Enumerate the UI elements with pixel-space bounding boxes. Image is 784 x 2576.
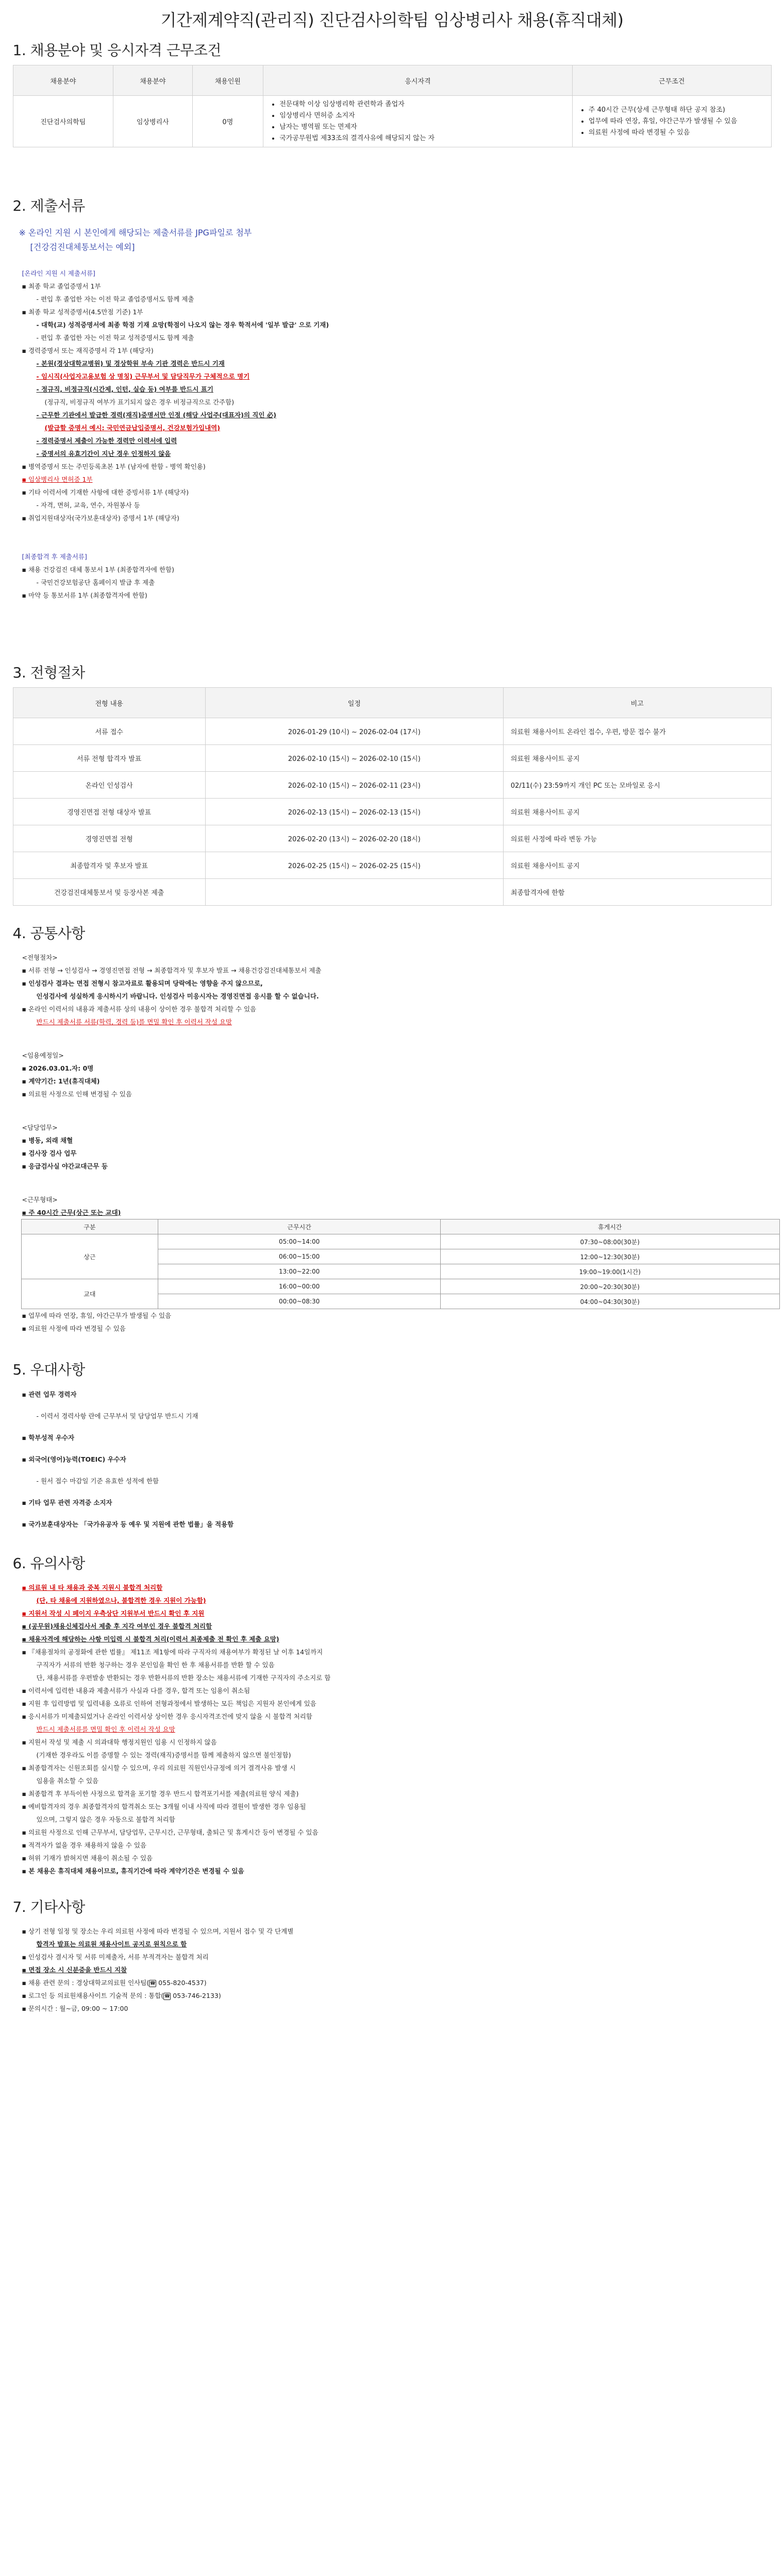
doc-line: - 편입 후 졸업한 자는 이전 학교 성적증명서도 함께 제출 xyxy=(36,334,194,342)
caution-line: ▪ 예비합격자의 경우 최종합격자의 합격취소 또는 3개월 이내 사직에 따라 결원이 발생한 경우 임용될 xyxy=(22,1803,306,1810)
common-line: ▪ 인성검사 결과는 면접 전형시 참고자료로 활용되며 당락에는 영향을 주지 않으므로, xyxy=(22,979,263,987)
cell-qualifications xyxy=(263,96,573,147)
final-doc-line: - 국민건강보험공단 홈페이지 발급 후 제출 xyxy=(36,579,155,586)
schedule-cell xyxy=(205,879,503,906)
cell-conditions xyxy=(572,96,771,147)
note-cell: 의료원 채용사이트 공지 xyxy=(503,852,771,879)
job-posting-page xyxy=(7,0,778,2015)
etc-line: ▪ 로그인 등 의료원채용사이트 기술적 문의 : 통합(☎ 053-746-2133) xyxy=(22,1992,221,1999)
doc-line: - 경력증명서 제출이 가능한 경력만 이력서에 입력 xyxy=(36,437,177,445)
schedule-cell: 2026-02-25 (15시) ~ 2026-02-25 (15시) xyxy=(205,852,503,879)
break-hours-cell: 07:30~08:00(30분) xyxy=(440,1234,779,1249)
preference-line: ▪ 기타 업무 관련 자격증 소지자 xyxy=(22,1499,112,1506)
schedule-cell: 2026-02-10 (15시) ~ 2026-02-11 (23시) xyxy=(205,772,503,799)
cell-job: 임상병리사 xyxy=(113,96,192,147)
shift-hours-cell: 16:00~00:00 xyxy=(158,1279,441,1294)
qualification-item: • 국가공무원법 제33조의 결격사유에 해당되지 않는 자 xyxy=(279,133,572,144)
appointment-line: ▪ 계약기간: 1년(휴직대체) xyxy=(22,1077,100,1085)
caution-line: ▪ 적격자가 없을 경우 채용하지 않을 수 있음 xyxy=(22,1841,147,1849)
caution-line: (기재한 경우라도 이를 증명할 수 있는 경력(재직)증명서를 함께 제출하지 않으면 불인정함) xyxy=(36,1751,291,1759)
doc-line: - 임시직(사업자고용보험 상 명칭) 근무부서 및 담당직무가 구체적으로 명기 xyxy=(36,372,250,380)
etc-line: ▪ 채용 관련 문의 : 경상대학교의료원 인사팀(☎ 055-820-4537) xyxy=(22,1979,207,1987)
shift-hours-cell: 06:00~15:00 xyxy=(158,1249,441,1264)
shift-title: <근무형태> xyxy=(22,1196,58,1204)
online-documents-list xyxy=(13,267,772,602)
break-hours-cell: 20:00~20:30(30분) xyxy=(440,1279,779,1294)
caution-line: ▪ 최종합격자는 신원조회를 실시할 수 있으며, 우리 의료원 직원인사규정에 의거 결격사유 발생 시 xyxy=(22,1764,296,1772)
etc-line: ▪ 상기 전형 일정 및 장소는 우리 의료원 사정에 따라 변경될 수 있으며, 지원서 접수 및 각 단계별 xyxy=(22,1927,294,1935)
final-doc-line: ▪ 마약 등 통보서류 1부 (최종합격자에 한함) xyxy=(22,591,147,599)
common-line: 인성검사에 성실하게 응시하시기 바랍니다. 인성검사 미응시자는 경영진면접 응시를 할 수 없습니다. xyxy=(36,992,319,1000)
doc-line: - 편입 후 졸업한 자는 이전 학교 졸업증명서도 함께 제출 xyxy=(36,295,194,303)
caution-line: ▪ 지원서 작성 및 제출 시 의과대학 행정지원인 임용 시 인정하지 않음 xyxy=(22,1738,217,1746)
doc-line: - 증명서의 유효기간이 지난 경우 인정하지 않음 xyxy=(36,450,171,457)
doc-line: ▪ 취업지원대상자(국가보훈대상자) 증명서 1부 (해당자) xyxy=(22,514,179,522)
doc-line: - 근무한 기관에서 발급한 경력(재직)증명서만 인정 (해당 사업주(대표자)의 직인 必) xyxy=(36,411,276,419)
preference-line: ▪ 학부성적 우수자 xyxy=(22,1434,75,1442)
step-cell: 경영진면접 전형 대상자 발표 xyxy=(13,799,205,825)
doc-line: ▪ 경력증명서 또는 재직증명서 각 1부 (해당자) xyxy=(22,347,154,354)
doc-line: - 자격, 면허, 교육, 연수, 자원봉사 등 xyxy=(36,501,140,509)
caution-line: 임용을 취소할 수 있음 xyxy=(36,1777,99,1785)
table-row xyxy=(13,799,771,825)
appointment-title: <임용예정일> xyxy=(22,1052,64,1059)
caution-line: ▪ 본 채용은 휴직대체 채용이므로, 휴직기간에 따라 계약기간은 변경될 수 있음 xyxy=(22,1867,244,1875)
process-table xyxy=(13,687,772,906)
shift-type-cell: 상근 xyxy=(21,1234,158,1279)
common-line: 반드시 제출서류 서류(학력, 경력 등)를 면밀 확인 후 이력서 작성 요망 xyxy=(36,1018,232,1026)
upload-notice-exception: [건강검진대체통보서는 예외] xyxy=(30,242,135,252)
header-shift-hours: 근무시간 xyxy=(158,1219,441,1234)
doc-line: ▪ 기타 이력서에 기재한 사항에 대한 증빙서류 1부 (해당자) xyxy=(22,488,189,496)
step-cell: 서류 접수 xyxy=(13,718,205,745)
caution-line: ▪ (공무원)채용신체검사서 제출 후 지각 여부인 경우 불합격 처리함 xyxy=(22,1622,212,1630)
etc-list xyxy=(13,1925,772,2015)
step-cell: 서류 전형 합격자 발표 xyxy=(13,745,205,772)
step-cell: 경영진면접 전형 xyxy=(13,825,205,852)
table-row xyxy=(13,825,771,852)
process-title: <전형절차> xyxy=(22,954,58,961)
preference-line: ▪ 관련 업무 경력자 xyxy=(22,1391,77,1398)
section-heading-cautions: 6. 유의사항 xyxy=(12,1555,85,1572)
section-heading-recruitment: 1. 채용분야 및 응시자격 근무조건 xyxy=(12,42,221,59)
break-hours-cell: 19:00~19:00(1시간) xyxy=(440,1264,779,1279)
header-conditions: 근무조건 xyxy=(572,65,771,96)
schedule-cell: 2026-02-13 (15시) ~ 2026-02-13 (15시) xyxy=(205,799,503,825)
preference-line: ▪ 국가보훈대상자는 「국가유공자 등 예우 및 지원에 관한 법률」을 적용함 xyxy=(22,1520,234,1528)
table-row xyxy=(13,772,771,799)
preference-line: - 원서 접수 마감일 기준 유효한 성적에 한함 xyxy=(36,1477,159,1485)
header-schedule: 일정 xyxy=(205,688,503,718)
shift-hours-cell: 05:00~14:00 xyxy=(158,1234,441,1249)
shift-hours-cell: 13:00~22:00 xyxy=(158,1264,441,1279)
phone-icon: ☎ xyxy=(149,1980,156,1986)
upload-notice xyxy=(13,226,772,255)
doc-line: ▪ 병역증명서 또는 주민등록초본 1부 (남자에 한함 - 병역 확인용) xyxy=(22,463,206,470)
caution-line: ▪ 허위 기재가 밝혀지면 채용이 취소될 수 있음 xyxy=(22,1854,153,1862)
etc-line: ▪ 문의시간 : 월~금, 09:00 ~ 17:00 xyxy=(22,2005,128,2012)
note-cell: 의료원 채용사이트 공지 xyxy=(503,745,771,772)
header-job: 채용분야 xyxy=(113,65,192,96)
condition-item: • 의료원 사정에 따라 변경될 수 있음 xyxy=(589,127,771,139)
final-doc-line: ▪ 채용 건강검진 대체 통보서 1부 (최종합격자에 한함) xyxy=(22,566,174,573)
header-step: 전형 내용 xyxy=(13,688,205,718)
shift-line: ▪ 주 40시간 근무(상근 또는 교대) xyxy=(22,1209,121,1216)
break-hours-cell: 12:00~12:30(30분) xyxy=(440,1249,779,1264)
section-heading-common: 4. 공통사항 xyxy=(12,925,85,942)
duties-title: <담당업무> xyxy=(22,1124,58,1131)
phone-icon: ☎ xyxy=(164,1993,170,1999)
shift-type-cell: 교대 xyxy=(21,1279,158,1309)
doc-line: (정규직, 비정규직 여부가 표기되지 않은 경우 비정규직으로 간주함) xyxy=(44,398,235,406)
caution-line: 반드시 제출서류를 면밀 확인 후 이력서 작성 요망 xyxy=(36,1725,175,1733)
shift-note: ▪ 업무에 따라 연장, 휴일, 야간근무가 발생될 수 있음 xyxy=(22,1312,172,1319)
note-cell: 최종합격자에 한함 xyxy=(503,879,771,906)
recruitment-table xyxy=(13,65,772,147)
tech-contact-phone: 053-746-2133 xyxy=(173,1992,219,1999)
page-title: 기간제계약직(관리직) 진단검사의학팀 임상병리사 채용(휴직대체) xyxy=(160,10,624,30)
appointment-line: ▪ 2026.03.01.자: 0명 xyxy=(22,1064,94,1072)
etc-line: ▪ 인성검사 결시자 및 서류 미제출자, 서류 부적격자는 불합격 처리 xyxy=(22,1953,209,1961)
note-cell: 02/11(수) 23:59까지 개인 PC 또는 모바일로 응시 xyxy=(503,772,771,799)
note-cell: 의료원 사정에 따라 변동 가능 xyxy=(503,825,771,852)
preferences-list xyxy=(13,1387,772,1532)
qualification-item: • 임상병리사 면허증 소지자 xyxy=(279,110,572,122)
caution-line: ▪ 최종합격 후 부득이한 사정으로 합격을 포기할 경우 반드시 합격포기서를 제출(의료원 양식 제출) xyxy=(22,1790,299,1798)
caution-line: ▪ 채용자격에 해당하는 사항 미입력 시 불합격 처리(이력서 최종제출 전 확인 후 제출 요망) xyxy=(22,1635,279,1643)
qualification-item: • 전문대학 이상 임상병리학 관련학과 졸업자 xyxy=(279,99,572,110)
preference-line: - 이력서 경력사항 란에 근무부서 및 담당업무 반드시 기재 xyxy=(36,1412,198,1420)
online-documents-title: [온라인 지원 시 제출서류] xyxy=(22,269,95,277)
header-qualification: 응시자격 xyxy=(263,65,573,96)
etc-line: 합격자 발표는 의료원 채용사이트 공지로 원칙으로 함 xyxy=(36,1940,187,1948)
section-heading-etc: 7. 기타사항 xyxy=(12,1899,85,1916)
header-dept: 채용분야 xyxy=(13,65,113,96)
header-count: 채용인원 xyxy=(192,65,263,96)
break-hours-cell: 04:00~04:30(30분) xyxy=(440,1294,779,1309)
step-cell: 최종합격자 및 후보자 발표 xyxy=(13,852,205,879)
caution-line: ▪ 응시서류가 미제출되었거나 온라인 이력서상 상이한 경우 응시자격조건에 맞지 않을 시 불합격 처리함 xyxy=(22,1713,312,1720)
condition-item: • 주 40시간 근무(상세 근무형태 하단 공지 참조) xyxy=(589,105,771,116)
schedule-cell: 2026-01-29 (10시) ~ 2026-02-04 (17시) xyxy=(205,718,503,745)
table-row xyxy=(21,1234,779,1249)
cell-dept: 진단검사의학팀 xyxy=(13,96,113,147)
cell-count: 0명 xyxy=(192,96,263,147)
caution-line: ▪ 지원 후 입력방법 및 입력내용 오류로 인하여 전형과정에서 발생하는 모든 책임은 지원자 본인에게 있음 xyxy=(22,1700,316,1707)
step-cell: 건강검진대체통보서 및 등장사본 제출 xyxy=(13,879,205,906)
doc-line: ▪ 최종 학교 졸업증명서 1부 xyxy=(22,282,101,290)
etc-line: ▪ 면접 장소 시 신분증을 반드시 지참 xyxy=(22,1966,127,1974)
preference-line: ▪ 외국어(영어)능력(TOEIC) 우수자 xyxy=(22,1455,126,1463)
doc-line: ▪ 최종 학교 성적증명서(4.5만점 기준) 1부 xyxy=(22,308,143,316)
step-cell: 온라인 인성검사 xyxy=(13,772,205,799)
condition-item: • 업무에 따라 연장, 휴일, 야간근무가 발생될 수 있음 xyxy=(589,116,771,127)
caution-line: ▪ 이력서에 입력한 내용과 제출서류가 사실과 다를 경우, 합격 또는 임용이 취소됨 xyxy=(22,1687,251,1694)
duty-line: ▪ 병동, 외래 채혈 xyxy=(22,1137,73,1144)
hr-contact-label: ▪ 채용 관련 문의 : 경상대학교의료원 인사팀( xyxy=(22,1979,149,1987)
shift-note: ▪ 의료원 사정에 따라 변경될 수 있음 xyxy=(22,1325,126,1332)
table-row xyxy=(13,852,771,879)
tech-contact-label: ▪ 로그인 등 의료원채용사이트 기술적 문의 : 통합( xyxy=(22,1992,164,1999)
qualification-item: • 남자는 병역필 또는 면제자 xyxy=(279,122,572,133)
table-row xyxy=(13,718,771,745)
caution-line: ▪ 의료원 사정으로 인해 근무부서, 담당업무, 근무시간, 근무형태, 출퇴근 및 휴게시간 등이 변경될 수 있음 xyxy=(22,1828,319,1836)
common-line: ▪ 서류 전형 → 인성검사 → 경영진면접 전형 → 최종합격자 및 후보자 발표 → 채용건강검진대체통보서 제출 xyxy=(22,967,322,974)
doc-line: - 정규직, 비정규직(시간제, 인턴, 실습 등) 여부를 반드시 표기 xyxy=(36,385,213,393)
note-cell: 의료원 채용사이트 공지 xyxy=(503,799,771,825)
caution-line: (단, 타 채용에 지원하였으나, 불합격한 경우 지원이 가능함) xyxy=(36,1597,206,1604)
appointment-line: ▪ 의료원 사정으로 인해 변경될 수 있음 xyxy=(22,1090,132,1098)
header-break-hours: 휴게시간 xyxy=(440,1219,779,1234)
header-shift-type: 구분 xyxy=(21,1219,158,1234)
section-heading-documents: 2. 제출서류 xyxy=(12,197,85,214)
caution-line: ▪ 지원서 작성 시 페이지 우측상단 지원부서 반드시 확인 후 지원 xyxy=(22,1609,205,1617)
shift-notes xyxy=(13,1309,772,1335)
doc-line: (발급할 증명서 예시: 국민연금납입증명서, 건강보험가입내역) xyxy=(44,424,220,432)
caution-line: ▪ 의료원 내 타 채용과 중복 지원시 불합격 처리함 xyxy=(22,1584,163,1591)
duty-line: ▪ 응급검사실 야간교대근무 등 xyxy=(22,1162,108,1170)
schedule-cell: 2026-02-10 (15시) ~ 2026-02-10 (15시) xyxy=(205,745,503,772)
doc-line: - 본원(경상대학교병원) 및 경상학원 부속 기관 경력은 반드시 기재 xyxy=(36,360,225,367)
doc-line: ▪ 임상병리사 면허증 1부 xyxy=(22,476,93,483)
table-row xyxy=(13,879,771,906)
caution-line: 단, 채용서류를 우편발송 반환되는 경우 반환서류의 반환 장소는 채용서류에 기재한 구직자의 주소지로 함 xyxy=(36,1674,331,1682)
caution-line: ▪ 『채용절차의 공정화에 관한 법률』 제11조 제1항에 따라 구직자의 채용여부가 확정된 날 이후 14일까지 xyxy=(22,1648,323,1656)
common-line: ▪ 온라인 이력서의 내용과 제출서류 상의 내용이 상이한 경우 불합격 처리할 수 있음 xyxy=(22,1005,257,1013)
section-heading-preferences: 5. 우대사항 xyxy=(12,1361,85,1378)
duty-line: ▪ 검사장 검사 업무 xyxy=(22,1149,77,1157)
cautions-list xyxy=(13,1581,772,1877)
table-row xyxy=(13,745,771,772)
common-notes xyxy=(13,951,772,1219)
caution-line: 있으며, 그렇지 않은 경우 자동으로 불합격 처리함 xyxy=(36,1816,175,1823)
shift-table xyxy=(21,1219,780,1309)
shift-hours-cell: 00:00~08:30 xyxy=(158,1294,441,1309)
schedule-cell: 2026-02-20 (13시) ~ 2026-02-20 (18시) xyxy=(205,825,503,852)
section-heading-process: 3. 전형절차 xyxy=(12,664,85,681)
note-cell: 의료원 채용사이트 온라인 접수, 우편, 방문 접수 불가 xyxy=(503,718,771,745)
hr-contact-phone: 055-820-4537 xyxy=(158,1979,204,1987)
table-row xyxy=(21,1279,779,1294)
caution-line: 구직자가 서류의 반환 청구하는 경우 본인임을 확인 한 후 채용서류를 반환 할 수 있음 xyxy=(36,1661,275,1669)
final-documents-title: [최종합격 후 제출서류] xyxy=(22,553,87,561)
upload-notice-line: ※ 온라인 지원 시 본인에게 해당되는 제출서류를 JPG파일로 첨부 xyxy=(19,228,252,238)
header-note: 비고 xyxy=(503,688,771,718)
doc-line: - 대학(교) 성적증명서에 최종 학점 기재 요망(학점이 나오지 않는 경우 학적서에 '일부 발급' 으로 기재) xyxy=(36,321,329,329)
